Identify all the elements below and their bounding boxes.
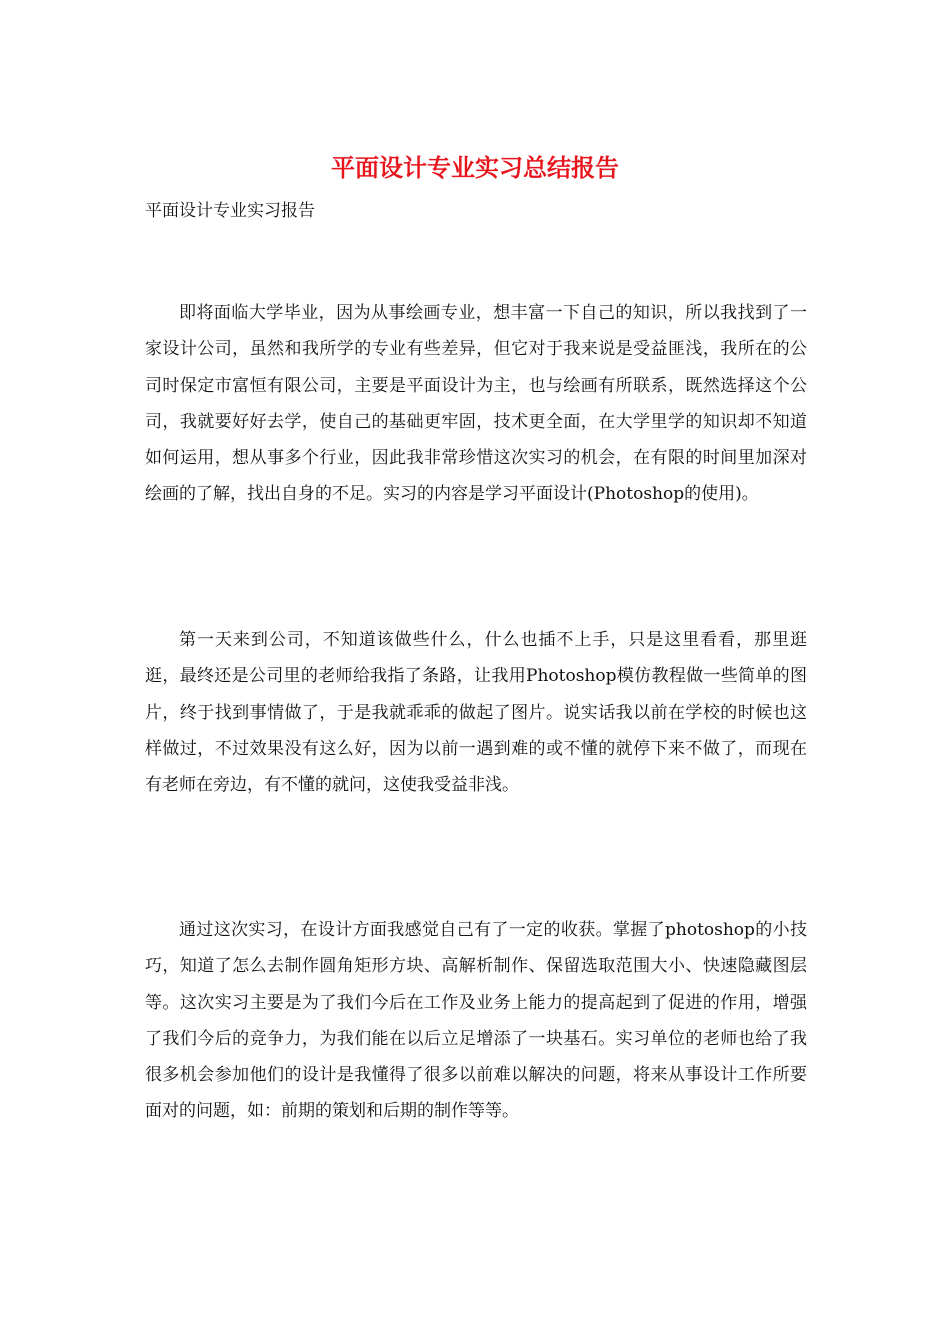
paragraph-1: 即将面临大学毕业，因为从事绘画专业，想丰富一下自己的知识，所以我找到了一家设计公司，虽然和我所学的专业有些差异，但它对于我来说是受益匪浅，我所在的公司时保定市富恒有限公司，主要是平面设计为主，也与绘画有所联系，既然选择这个公司，我就要好好去学，使自己的基础更牢固，技术更全面，在大学里学的知识却不知道如何运用，想从事多个行业，因此我非常珍惜这次实习的机会，在有限的时间里加深对绘画的了解，找出自身的不足。实习的内容是学习平面设计(Photoshop的使用)。 <box>145 303 807 505</box>
paragraph-3: 通过这次实习，在设计方面我感觉自己有了一定的收获。掌握了photoshop的小技巧，知道了怎么去制作圆角矩形方块、高解析制作、保留选取范围大小、快速隐藏图层等。这次实习主要是为了我们今后在工作及业务上能力的提高起到了促进的作用，增强了我们今后的竞争力，为我们能在以后立足增添了一块基石。实习单位的老师也给了我很多机会参加他们的设计是我懂得了很多以前难以解决的问题，将来从事设计工作所要面对的问题，如：前期的策划和后期的制作等等。 <box>145 920 807 1122</box>
document-subtitle: 平面设计专业实习报告 <box>145 201 315 221</box>
document-title: 平面设计专业实习总结报告 <box>331 153 619 182</box>
paragraph-2: 第一天来到公司，不知道该做些什么，什么也插不上手，只是这里看看，那里逛逛，最终还是公司里的老师给我指了条路，让我用Photoshop模仿教程做一些简单的图片，终于找到事情做了，于是我就乖乖的做起了图片。说实话我以前在学校的时候也这样做过，不过效果没有这么好，因为以前一遇到难的或不懂的就停下来不做了，而现在有老师在旁边，有不懂的就问，这使我受益非浅。 <box>145 630 807 796</box>
